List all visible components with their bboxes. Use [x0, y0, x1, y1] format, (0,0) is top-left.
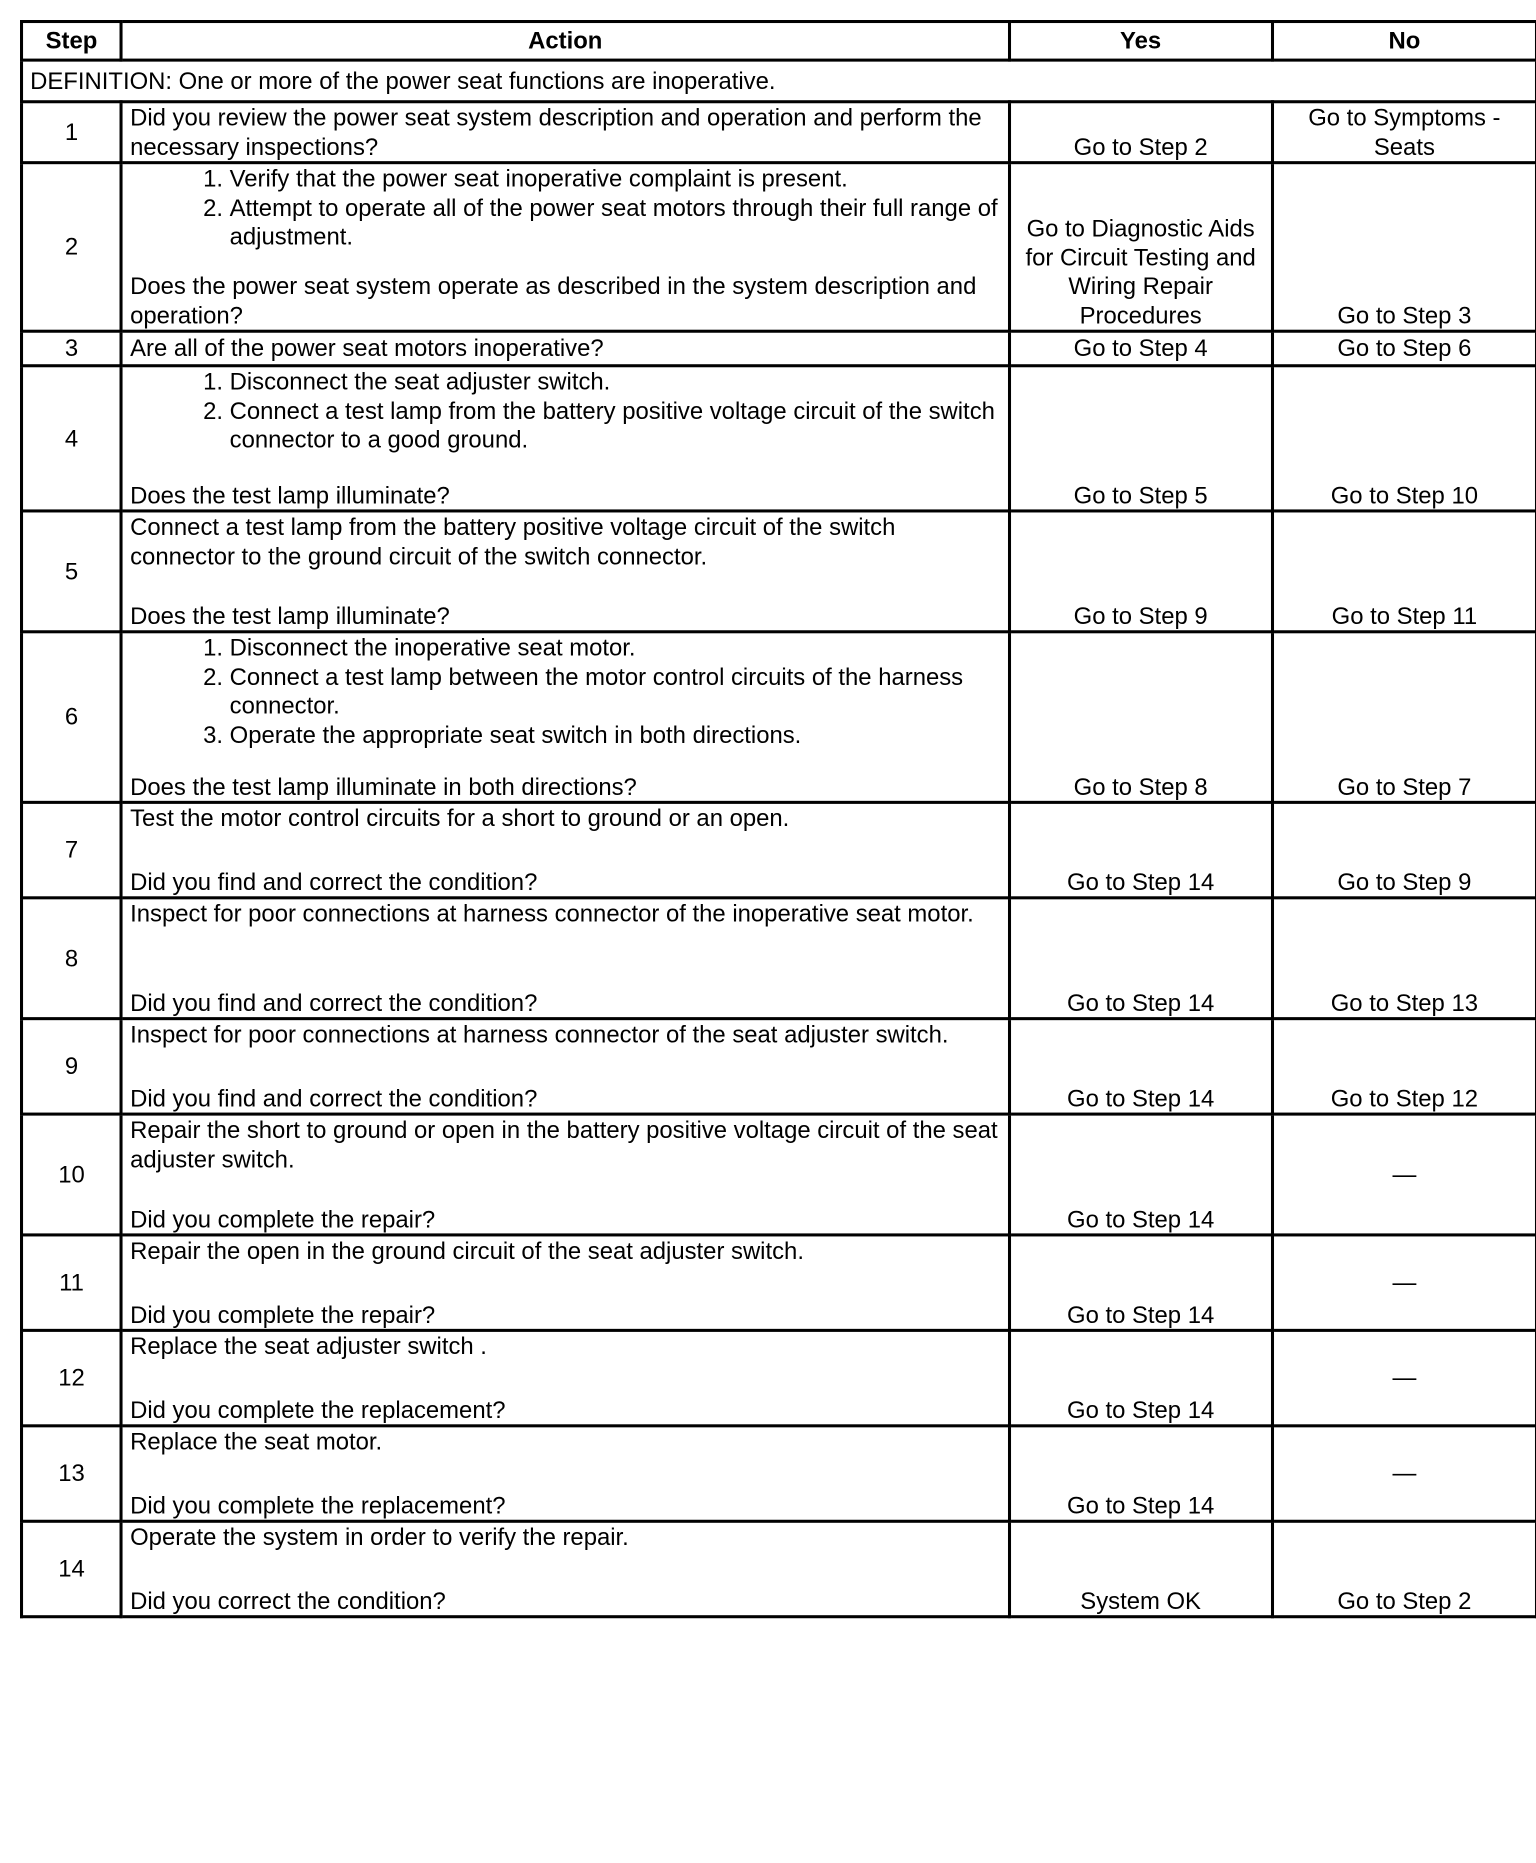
table-row-step-7 — [22, 802, 1536, 897]
action-cell — [121, 898, 1009, 1019]
procedure-item: 2. Connect a test lamp from the battery positive voltage circuit of the switch connector to a good ground. — [230, 396, 1001, 454]
action-cell — [121, 1019, 1009, 1114]
step-column-header: Step — [22, 22, 122, 61]
no-outcome: Go to Step 7 — [1272, 632, 1536, 803]
table-row-step-11 — [22, 1235, 1536, 1330]
step-number: 4 — [22, 366, 122, 511]
no-outcome: Go to Step 2 — [1272, 1521, 1536, 1616]
table-row-step-5 — [22, 511, 1536, 632]
yes-outcome: Go to Step 2 — [1009, 102, 1272, 163]
no-outcome: Go to Step 11 — [1272, 511, 1536, 632]
action-column-header: Action — [121, 22, 1009, 61]
yes-outcome: Go to Step 14 — [1009, 1235, 1272, 1330]
no-outcome: Go to Step 13 — [1272, 898, 1536, 1019]
no-outcome: — — [1272, 1114, 1536, 1235]
table-row-step-10 — [22, 1114, 1536, 1235]
step-number: 9 — [22, 1019, 122, 1114]
action-instruction: Repair the short to ground or open in the battery positive voltage circuit of the seat adjuster switch. — [130, 1116, 998, 1172]
yes-outcome: Go to Step 4 — [1009, 331, 1272, 366]
yes-outcome: Go to Step 14 — [1009, 898, 1272, 1019]
action-instruction: Operate the system in order to verify the repair. — [130, 1523, 629, 1551]
table-row-step-8 — [22, 898, 1536, 1019]
no-outcome: Go to Step 9 — [1272, 802, 1536, 897]
action-question: Did you complete the replacement? — [130, 1396, 506, 1423]
action-cell — [121, 163, 1009, 332]
procedure-item: 2. Attempt to operate all of the power seat motors through their full range of adjustment. — [230, 193, 1001, 251]
procedure-list — [130, 164, 1000, 251]
yes-outcome: Go to Diagnostic Aids for Circuit Testing and Wiring Repair Procedures — [1009, 163, 1272, 332]
no-column-header: No — [1272, 22, 1536, 61]
action-question: Did you correct the condition? — [130, 1587, 446, 1614]
action-instruction: Inspect for poor connections at harness connector of the inoperative seat motor. — [130, 900, 974, 927]
procedure-list — [130, 367, 1000, 454]
yes-outcome: Go to Step 14 — [1009, 1019, 1272, 1114]
procedure-item: 1. Disconnect the seat adjuster switch. — [230, 367, 1001, 396]
action-question: Does the test lamp illuminate in both directions? — [130, 772, 637, 800]
table-row-step-3 — [22, 331, 1536, 366]
no-outcome: Go to Symptoms - Seats — [1272, 102, 1536, 163]
action-instruction: Connect a test lamp from the battery positive voltage circuit of the switch connector to the ground circuit of the switch connector. — [130, 513, 896, 569]
action-question: Does the test lamp illuminate? — [130, 602, 450, 629]
action-question: Did you complete the repair? — [130, 1300, 436, 1328]
action-cell — [121, 1521, 1009, 1616]
action-cell — [121, 1114, 1009, 1235]
table-row-step-6 — [22, 632, 1536, 803]
table-row-step-4 — [22, 366, 1536, 511]
procedure-item: 1. Disconnect the inoperative seat motor. — [230, 633, 1001, 662]
step-number: 8 — [22, 898, 122, 1019]
action-instruction: Are all of the power seat motors inoperative? — [130, 335, 604, 362]
no-outcome: Go to Step 3 — [1272, 163, 1536, 332]
procedure-list — [130, 633, 1000, 749]
yes-outcome: Go to Step 14 — [1009, 1330, 1272, 1425]
step-number: 6 — [22, 632, 122, 803]
step-number: 10 — [22, 1114, 122, 1235]
yes-column-header: Yes — [1009, 22, 1272, 61]
step-number: 5 — [22, 511, 122, 632]
action-question: Did you complete the repair? — [130, 1205, 436, 1232]
table-row-step-14 — [22, 1521, 1536, 1616]
step-number: 3 — [22, 331, 122, 366]
definition-text: DEFINITION: One or more of the power seat functions are inoperative. — [22, 60, 1536, 102]
diagnostic-table — [20, 20, 1536, 1618]
table-row-step-9 — [22, 1019, 1536, 1114]
action-cell — [121, 331, 1009, 366]
action-cell — [121, 511, 1009, 632]
action-instruction: Inspect for poor connections at harness connector of the seat adjuster switch. — [130, 1021, 949, 1048]
step-number: 1 — [22, 102, 122, 163]
step-number: 13 — [22, 1426, 122, 1521]
table-row-step-13 — [22, 1426, 1536, 1521]
yes-outcome: Go to Step 8 — [1009, 632, 1272, 803]
no-outcome: Go to Step 6 — [1272, 331, 1536, 366]
action-cell — [121, 1426, 1009, 1521]
action-cell — [121, 632, 1009, 803]
action-question: Did you find and correct the condition? — [130, 989, 538, 1016]
action-cell — [121, 102, 1009, 163]
yes-outcome: Go to Step 5 — [1009, 366, 1272, 511]
action-instruction: Replace the seat motor. — [130, 1428, 383, 1455]
action-question: Does the test lamp illuminate? — [130, 481, 450, 508]
no-outcome: Go to Step 12 — [1272, 1019, 1536, 1114]
action-instruction: Replace the seat adjuster switch . — [130, 1332, 487, 1360]
procedure-item: 3. Operate the appropriate seat switch in both directions. — [230, 720, 1001, 749]
yes-outcome: Go to Step 14 — [1009, 802, 1272, 897]
procedure-item: 1. Verify that the power seat inoperative complaint is present. — [230, 164, 1001, 193]
yes-outcome: Go to Step 14 — [1009, 1114, 1272, 1235]
no-outcome: Go to Step 10 — [1272, 366, 1536, 511]
action-cell — [121, 366, 1009, 511]
no-outcome: — — [1272, 1426, 1536, 1521]
definition-row — [22, 60, 1536, 102]
table-row-step-1 — [22, 102, 1536, 163]
action-cell — [121, 1235, 1009, 1330]
step-number: 12 — [22, 1330, 122, 1425]
procedure-item: 2. Connect a test lamp between the motor control circuits of the harness connector. — [230, 662, 1001, 720]
action-question: Does the power seat system operate as described in the system description and operation? — [130, 272, 977, 329]
action-cell — [121, 1330, 1009, 1425]
step-number: 2 — [22, 163, 122, 332]
yes-outcome: Go to Step 14 — [1009, 1426, 1272, 1521]
diagnostic-sheet — [20, 20, 1536, 1863]
step-number: 14 — [22, 1521, 122, 1616]
step-number: 11 — [22, 1235, 122, 1330]
table-row-step-12 — [22, 1330, 1536, 1425]
action-question: Did you complete the replacement? — [130, 1491, 506, 1519]
no-outcome: — — [1272, 1235, 1536, 1330]
yes-outcome: System OK — [1009, 1521, 1272, 1616]
action-question: Did you find and correct the condition? — [130, 868, 538, 895]
yes-outcome: Go to Step 9 — [1009, 511, 1272, 632]
action-instruction: Test the motor control circuits for a short to ground or an open. — [130, 804, 790, 832]
action-cell — [121, 802, 1009, 897]
table-row-step-2 — [22, 163, 1536, 332]
no-outcome: — — [1272, 1330, 1536, 1425]
action-instruction: Did you review the power seat system description and operation and perform the necessary inspections? — [130, 104, 982, 160]
action-question: Did you find and correct the condition? — [130, 1084, 538, 1112]
step-number: 7 — [22, 802, 122, 897]
header-row — [22, 22, 1536, 61]
action-instruction: Repair the open in the ground circuit of the seat adjuster switch. — [130, 1237, 804, 1264]
